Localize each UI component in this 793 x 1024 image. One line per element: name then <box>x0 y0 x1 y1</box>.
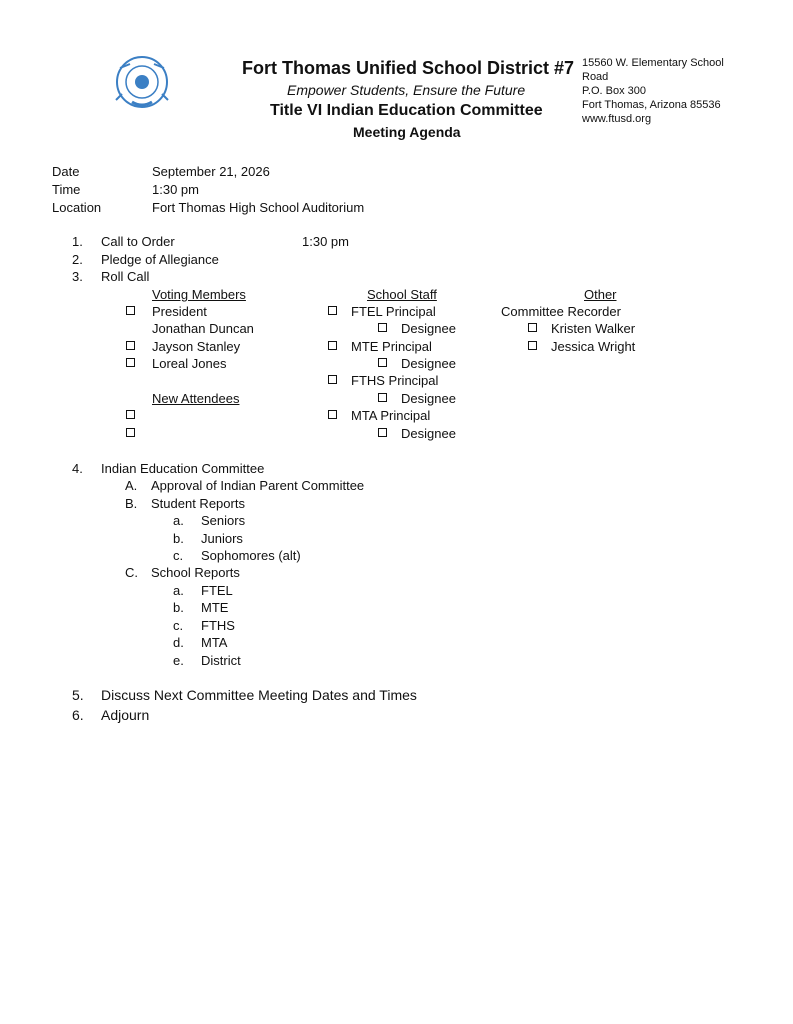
checkbox[interactable] <box>378 428 387 437</box>
recorder-label: Committee Recorder <box>501 304 621 319</box>
sub-item: School Reports <box>151 565 240 580</box>
item-number: 3. <box>72 269 83 284</box>
item-roll-call: Roll Call <box>101 269 150 284</box>
committee-title: Title VI Indian Education Committee <box>270 102 543 119</box>
checkbox[interactable] <box>328 306 337 315</box>
recorder-name: Jessica Wright <box>551 339 636 354</box>
sub-sub-letter: a. <box>173 583 184 598</box>
location-value: Fort Thomas High School Auditorium <box>152 200 365 215</box>
staff-role: MTA Principal <box>351 408 431 423</box>
item-number: 1. <box>72 234 83 249</box>
sub-sub-item: FTEL <box>201 583 233 598</box>
designee-label: Designee <box>401 391 456 406</box>
sub-sub-item: Sophomores (alt) <box>201 548 301 563</box>
checkbox[interactable] <box>378 358 387 367</box>
sub-sub-item: FTHS <box>201 618 235 633</box>
designee-label: Designee <box>401 426 456 441</box>
checkbox[interactable] <box>126 341 135 350</box>
checkbox[interactable] <box>126 306 135 315</box>
checkbox[interactable] <box>378 323 387 332</box>
president-label: President <box>152 304 207 319</box>
sub-sub-item: Seniors <box>201 513 246 528</box>
sub-sub-item: District <box>201 653 241 668</box>
new-attendees-header: New Attendees <box>152 391 240 406</box>
agenda-title: Meeting Agenda <box>353 124 461 140</box>
checkbox[interactable] <box>378 393 387 402</box>
date-label: Date <box>52 164 80 179</box>
checkbox[interactable] <box>328 375 337 384</box>
checkbox[interactable] <box>528 341 537 350</box>
checkbox[interactable] <box>328 341 337 350</box>
designee-label: Designee <box>401 356 456 371</box>
staff-role: FTEL Principal <box>351 304 436 319</box>
sub-sub-item: Juniors <box>201 531 243 546</box>
date-value: September 21, 2026 <box>152 164 270 179</box>
location-label: Location <box>52 200 102 215</box>
item-pledge: Pledge of Allegiance <box>101 252 219 267</box>
staff-role: MTE Principal <box>351 339 432 354</box>
item-number: 6. <box>72 707 84 723</box>
sub-sub-letter: b. <box>173 600 184 615</box>
item-number: 5. <box>72 687 84 703</box>
time-label: Time <box>52 182 81 197</box>
item-next-meeting: Discuss Next Committee Meeting Dates and Times <box>101 687 417 703</box>
sub-sub-letter: c. <box>173 618 184 633</box>
checkbox[interactable] <box>126 410 135 419</box>
staff-role: FTHS Principal <box>351 373 439 388</box>
school-staff-header: School Staff <box>367 287 437 302</box>
item-number: 2. <box>72 252 83 267</box>
sub-sub-letter: d. <box>173 635 184 650</box>
member-name: Jayson Stanley <box>152 339 241 354</box>
sub-letter: B. <box>125 496 138 511</box>
district-address: 15560 W. Elementary School Road P.O. Box 300 Fort Thomas, Arizona 85536 www.ftusd.org <box>582 57 724 125</box>
call-to-order-time: 1:30 pm <box>302 234 349 249</box>
district-seal-icon <box>114 54 170 110</box>
other-header: Other <box>584 287 617 302</box>
sub-sub-letter: a. <box>173 513 184 528</box>
district-motto: Empower Students, Ensure the Future <box>287 82 526 98</box>
sub-sub-letter: b. <box>173 531 184 546</box>
sub-letter: A. <box>125 478 138 493</box>
sub-sub-item: MTA <box>201 635 228 650</box>
sub-letter: C. <box>125 565 138 580</box>
sub-sub-item: MTE <box>201 600 229 615</box>
sub-sub-letter: e. <box>173 653 184 668</box>
item-call-to-order: Call to Order <box>101 234 175 249</box>
checkbox[interactable] <box>126 358 135 367</box>
member-name: Loreal Jones <box>152 356 227 371</box>
president-name: Jonathan Duncan <box>152 321 254 336</box>
recorder-name: Kristen Walker <box>551 321 636 336</box>
sub-item: Student Reports <box>151 496 245 511</box>
checkbox[interactable] <box>126 428 135 437</box>
item-adjourn: Adjourn <box>101 707 150 723</box>
checkbox[interactable] <box>528 323 537 332</box>
sub-item: Approval of Indian Parent Committee <box>151 478 365 493</box>
voting-members-header: Voting Members <box>152 287 246 302</box>
item-indian-education: Indian Education Committee <box>101 461 265 476</box>
time-value: 1:30 pm <box>152 182 199 197</box>
district-title: Fort Thomas Unified School District #7 <box>242 58 575 78</box>
sub-sub-letter: c. <box>173 548 184 563</box>
item-number: 4. <box>72 461 83 476</box>
checkbox[interactable] <box>328 410 337 419</box>
designee-label: Designee <box>401 321 456 336</box>
